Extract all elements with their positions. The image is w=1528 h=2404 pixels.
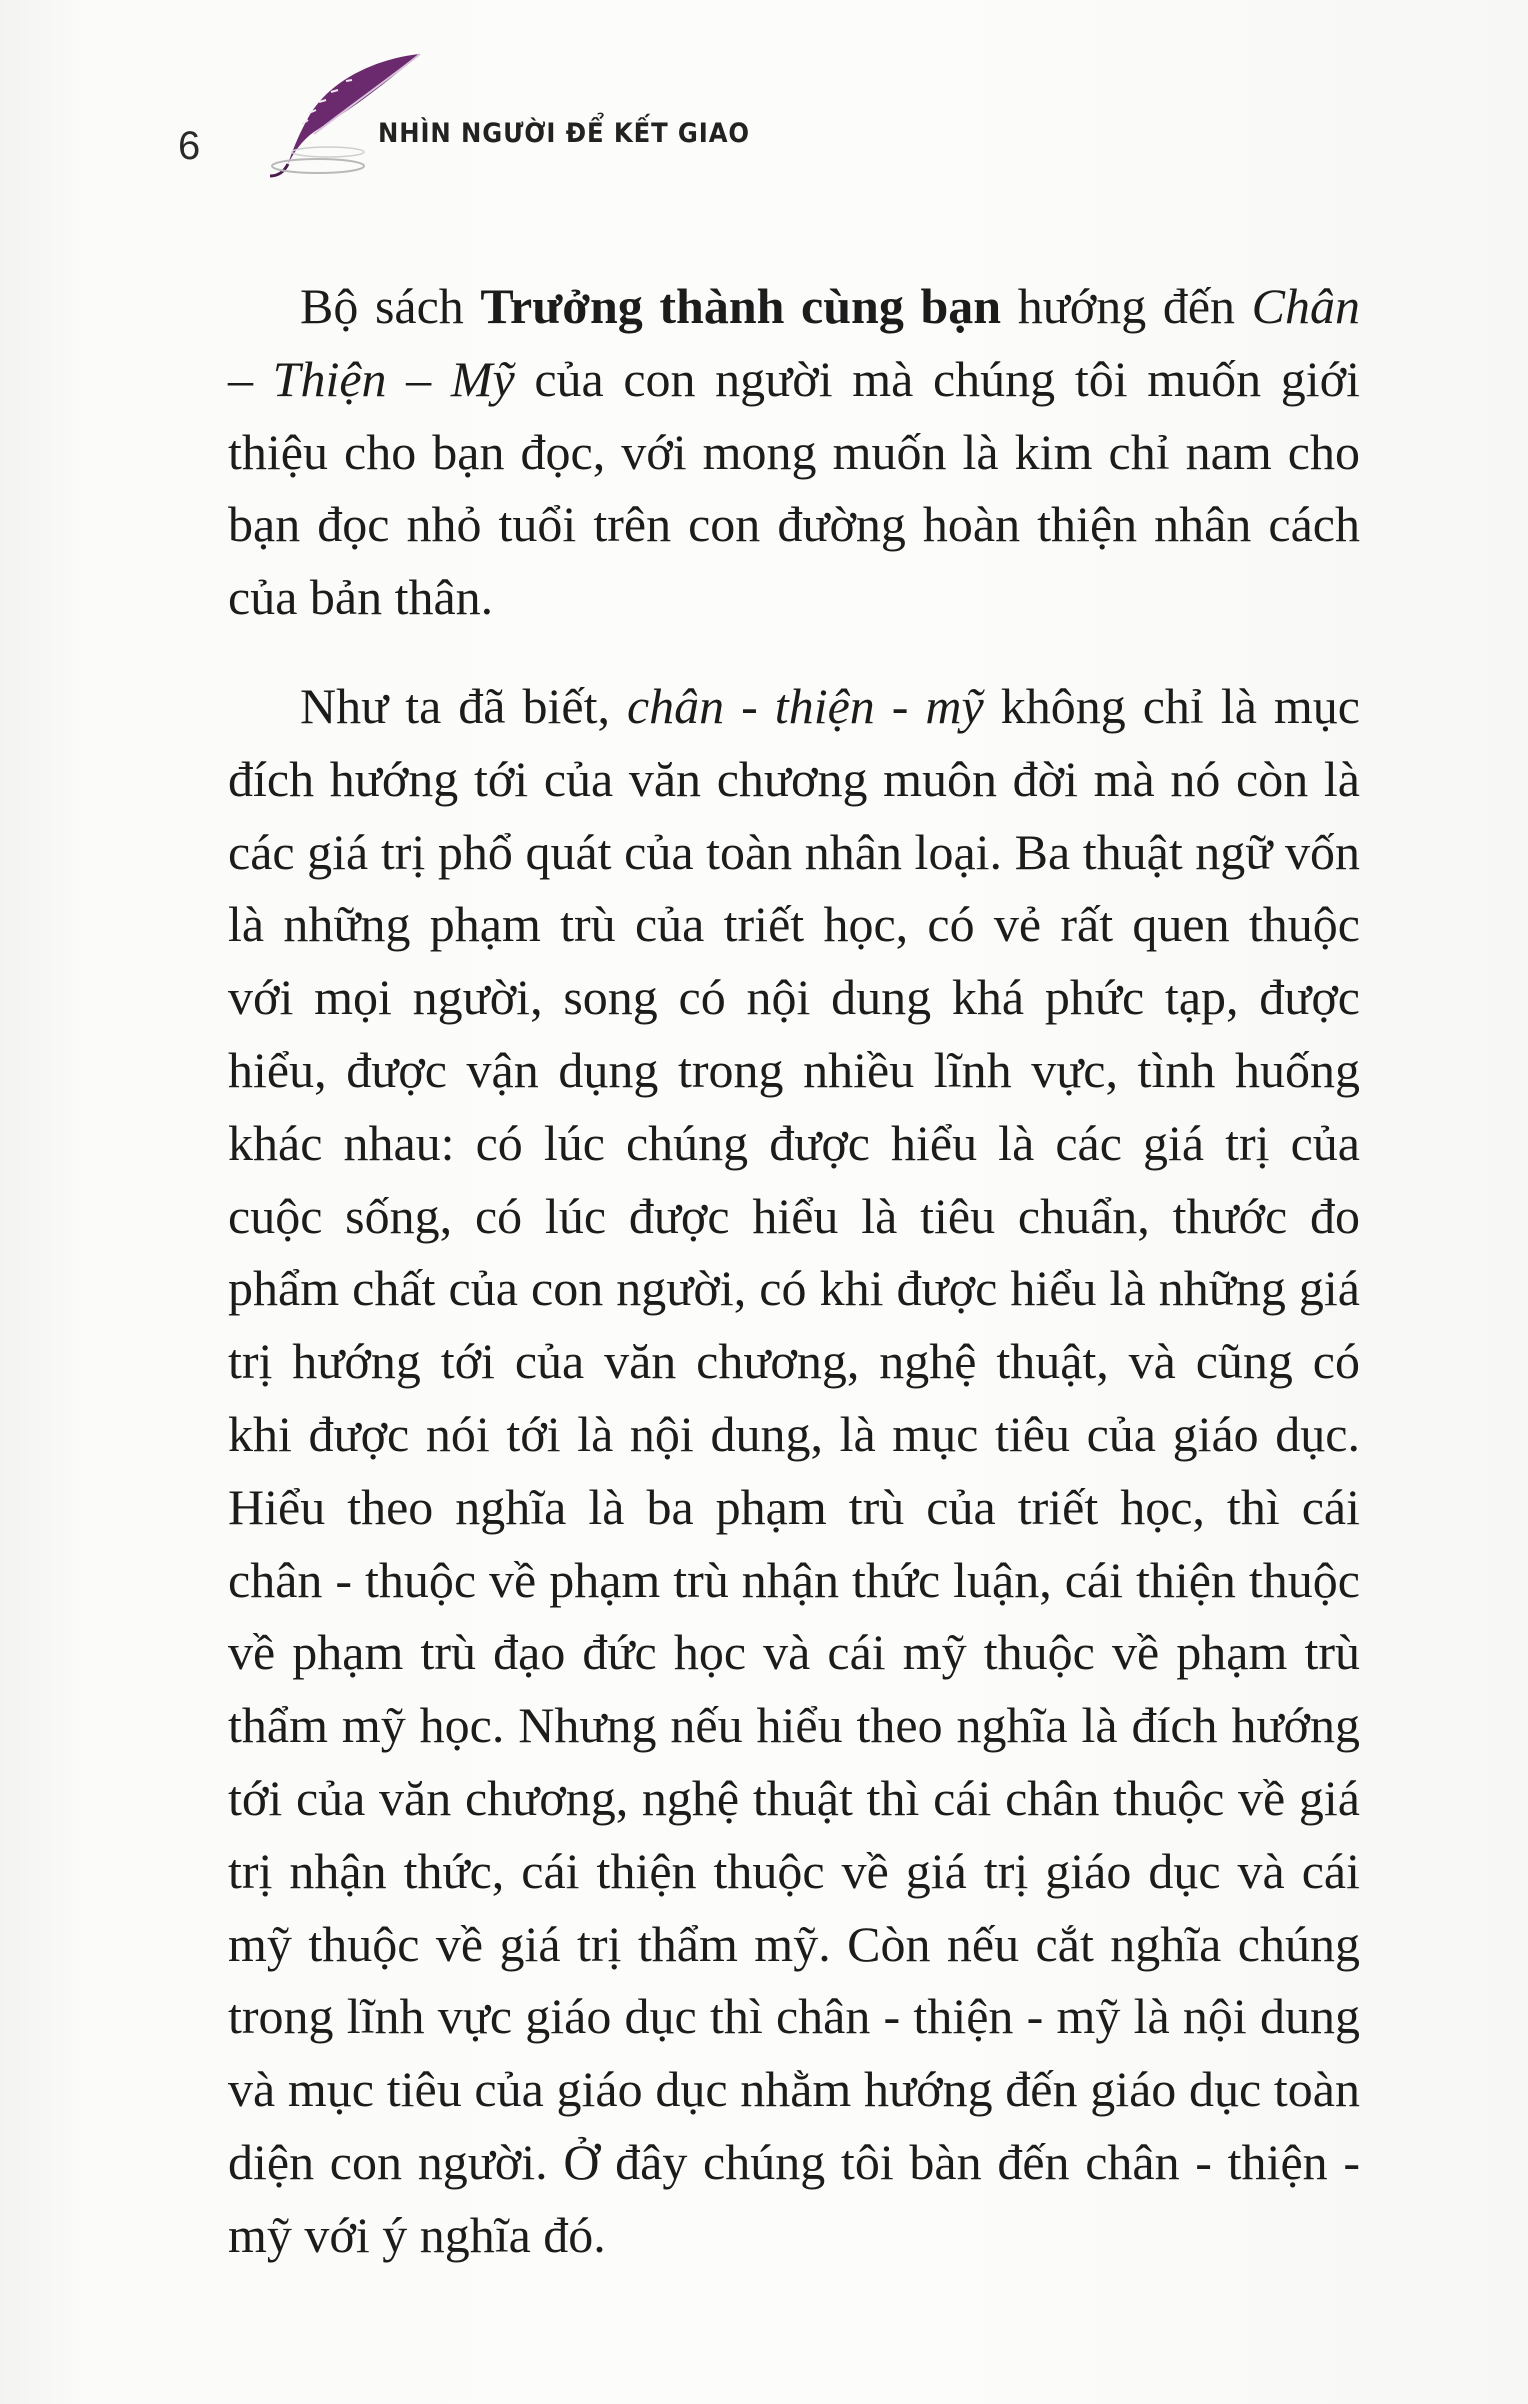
italic-phrase: Chân – Thiện – Mỹ: [228, 278, 1360, 407]
page-header: [178, 48, 1078, 178]
feather-quill-icon: [230, 48, 430, 178]
italic-phrase: chân - thiện - mỹ: [626, 677, 984, 734]
page-number: 6: [178, 124, 201, 168]
book-series-title: Trưởng thành cùng bạn: [480, 278, 1002, 334]
paragraph-1: Bộ sách Trưởng thành cùng bạn hướng đến Chân – Thiện – Mỹ của con người mà chúng tôi muốn giới thiệu cho bạn đọc, với mong muốn là kim chỉ nam cho bạn đọc nhỏ tuổi trên con đường hoàn thiện nhân cách của bản thân.: [228, 278, 1361, 626]
running-title: NHÌN NGƯỜI ĐỂ KẾT GIAO: [378, 118, 750, 149]
paragraph-2: Như ta đã biết, chân - thiện - mỹ không chỉ là mục đích hướng tới của văn chương muôn đời mà nó còn là các giá trị phổ quát của toàn nhân loại. Ba thuật ngữ vốn là những phạm trù của triết học, có vẻ rất quen thuộc với mọi người, song có nội dung khá phức tạp, được hiểu, được vận dụng trong nhiều lĩnh vực, tình huống khác nhau: có lúc chúng được hiểu là các giá trị của cuộc sống, có lúc được hiểu là tiêu chuẩn, thước đo phẩm chất của con người, có khi được hiểu là những giá trị hướng tới của văn chương, nghệ thuật, và cũng có khi được nói tới là nội dung, là mục tiêu của giáo dục. Hiểu theo nghĩa là ba phạm trù của triết học, thì cái chân - thuộc về phạm trù nhận thức luận, cái thiện thuộc về phạm trù đạo đức học và cái mỹ thuộc về phạm trù thẩm mỹ học. Nhưng nếu hiểu theo nghĩa là đích hướng tới của văn chương, nghệ thuật thì cái chân thuộc về giá trị nhận thức, cái thiện thuộc về giá trị giáo dục và cái mỹ thuộc về giá trị thẩm mỹ. Còn nếu cắt nghĩa chúng trong lĩnh vực giáo dục thì chân - thiện - mỹ là nội dung và mục tiêu của giáo dục nhằm hướng đến giáo dục toàn diện con người. Ở đây chúng tôi bàn đến chân - thiện - mỹ với ý nghĩa đó.: [228, 677, 1360, 2263]
body-text: [228, 270, 1360, 2272]
